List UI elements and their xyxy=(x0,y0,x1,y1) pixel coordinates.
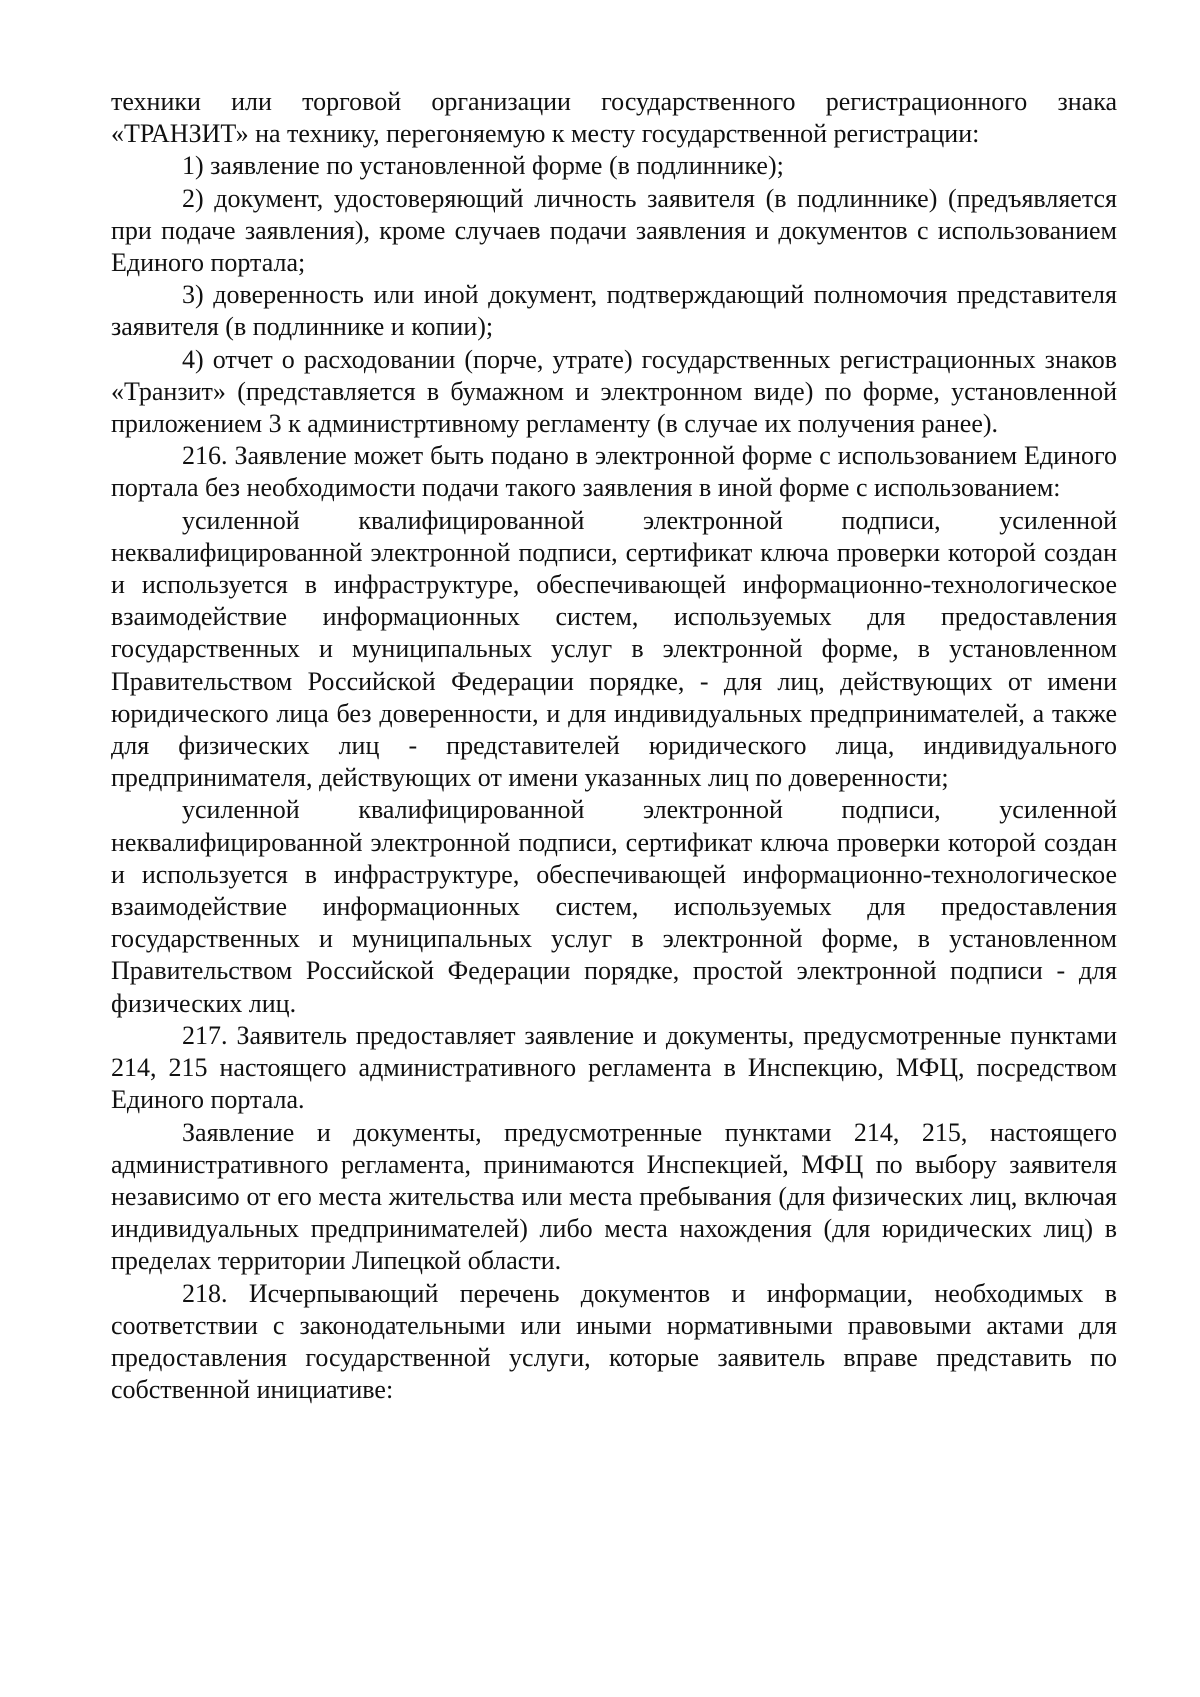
paragraph-218: 218. Исчерпывающий перечень документов и информации, необходимых в соответствии с законодательными или иными нормативными правовыми актами для предоставления государственной услуги, которые заявитель вправе представить по собственной инициативе: xyxy=(111,1278,1117,1405)
list-item-4: 4) отчет о расходовании (порче, утрате) государственных регистрационных знаков «Транзит» (представляется в бумажном и электронном виде) по форме, установленной приложением 3 к администртивному регламенту (в случае их получения ранее). xyxy=(111,344,1117,439)
paragraph-216: 216. Заявление может быть подано в электронной форме с использованием Единого портала без необходимости подачи такого заявления в иной форме с использованием: xyxy=(111,441,1117,503)
paragraph-216-option-2: усиленной квалифицированной электронной подписи, усиленной неквалифицированной электронной подписи, сертификат ключа проверки которой создан и используется в инфраструктуре, обеспечивающей информационно-технологическое взаимодействие информационных систем, используемых для предоставления государственных и муниципальных услуг в электронной форме, в установленном Правительством Российской Федерации порядке, простой электронной подписи - для физических лиц. xyxy=(111,795,1117,1018)
list-item-1: 1) заявление по установленной форме (в подлиннике); xyxy=(182,151,784,181)
paragraph-217: 217. Заявитель предоставляет заявление и документы, предусмотренные пунктами 214, 215 настоящего административного регламента в Инспекцию, МФЦ, посредством Единого портала. xyxy=(111,1020,1117,1115)
document-page xyxy=(111,86,1117,1406)
list-item-2: 2) документ, удостоверяющий личность заявителя (в подлиннике) (предъявляется при подаче заявления), кроме случаев подачи заявления и документов с использованием Единого портала; xyxy=(111,183,1117,278)
paragraph-217-continued: Заявление и документы, предусмотренные пунктами 214, 215, настоящего административного регламента, принимаются Инспекцией, МФЦ по выбору заявителя независимо от его места жительства или места пребывания (для физических лиц, включая индивидуальных предпринимателей) либо места нахождения (для юридических лиц) в пределах территории Липецкой области. xyxy=(111,1117,1117,1276)
paragraph-216-option-1: усиленной квалифицированной электронной подписи, усиленной неквалифицированной электронной подписи, сертификат ключа проверки которой создан и используется в инфраструктуре, обеспечивающей информационно-технологическое взаимодействие информационных систем, используемых для предоставления государственных и муниципальных услуг в электронной форме, в установленном Правительством Российской Федерации порядке, - для лиц, действующих от имени юридического лица без доверенности, и для индивидуальных предпринимателей, а также для физических лиц - представителей юридического лица, индивидуального предпринимателя, действующих от имени указанных лиц по доверенности; xyxy=(111,505,1117,793)
list-item-3: 3) доверенность или иной документ, подтверждающий полномочия представителя заявителя (в подлиннике и копии); xyxy=(111,280,1117,342)
paragraph-continuation: техники или торговой организации государственного регистрационного знака «ТРАНЗИТ» на технику, перегоняемую к месту государственной регистрации: xyxy=(111,87,1117,149)
